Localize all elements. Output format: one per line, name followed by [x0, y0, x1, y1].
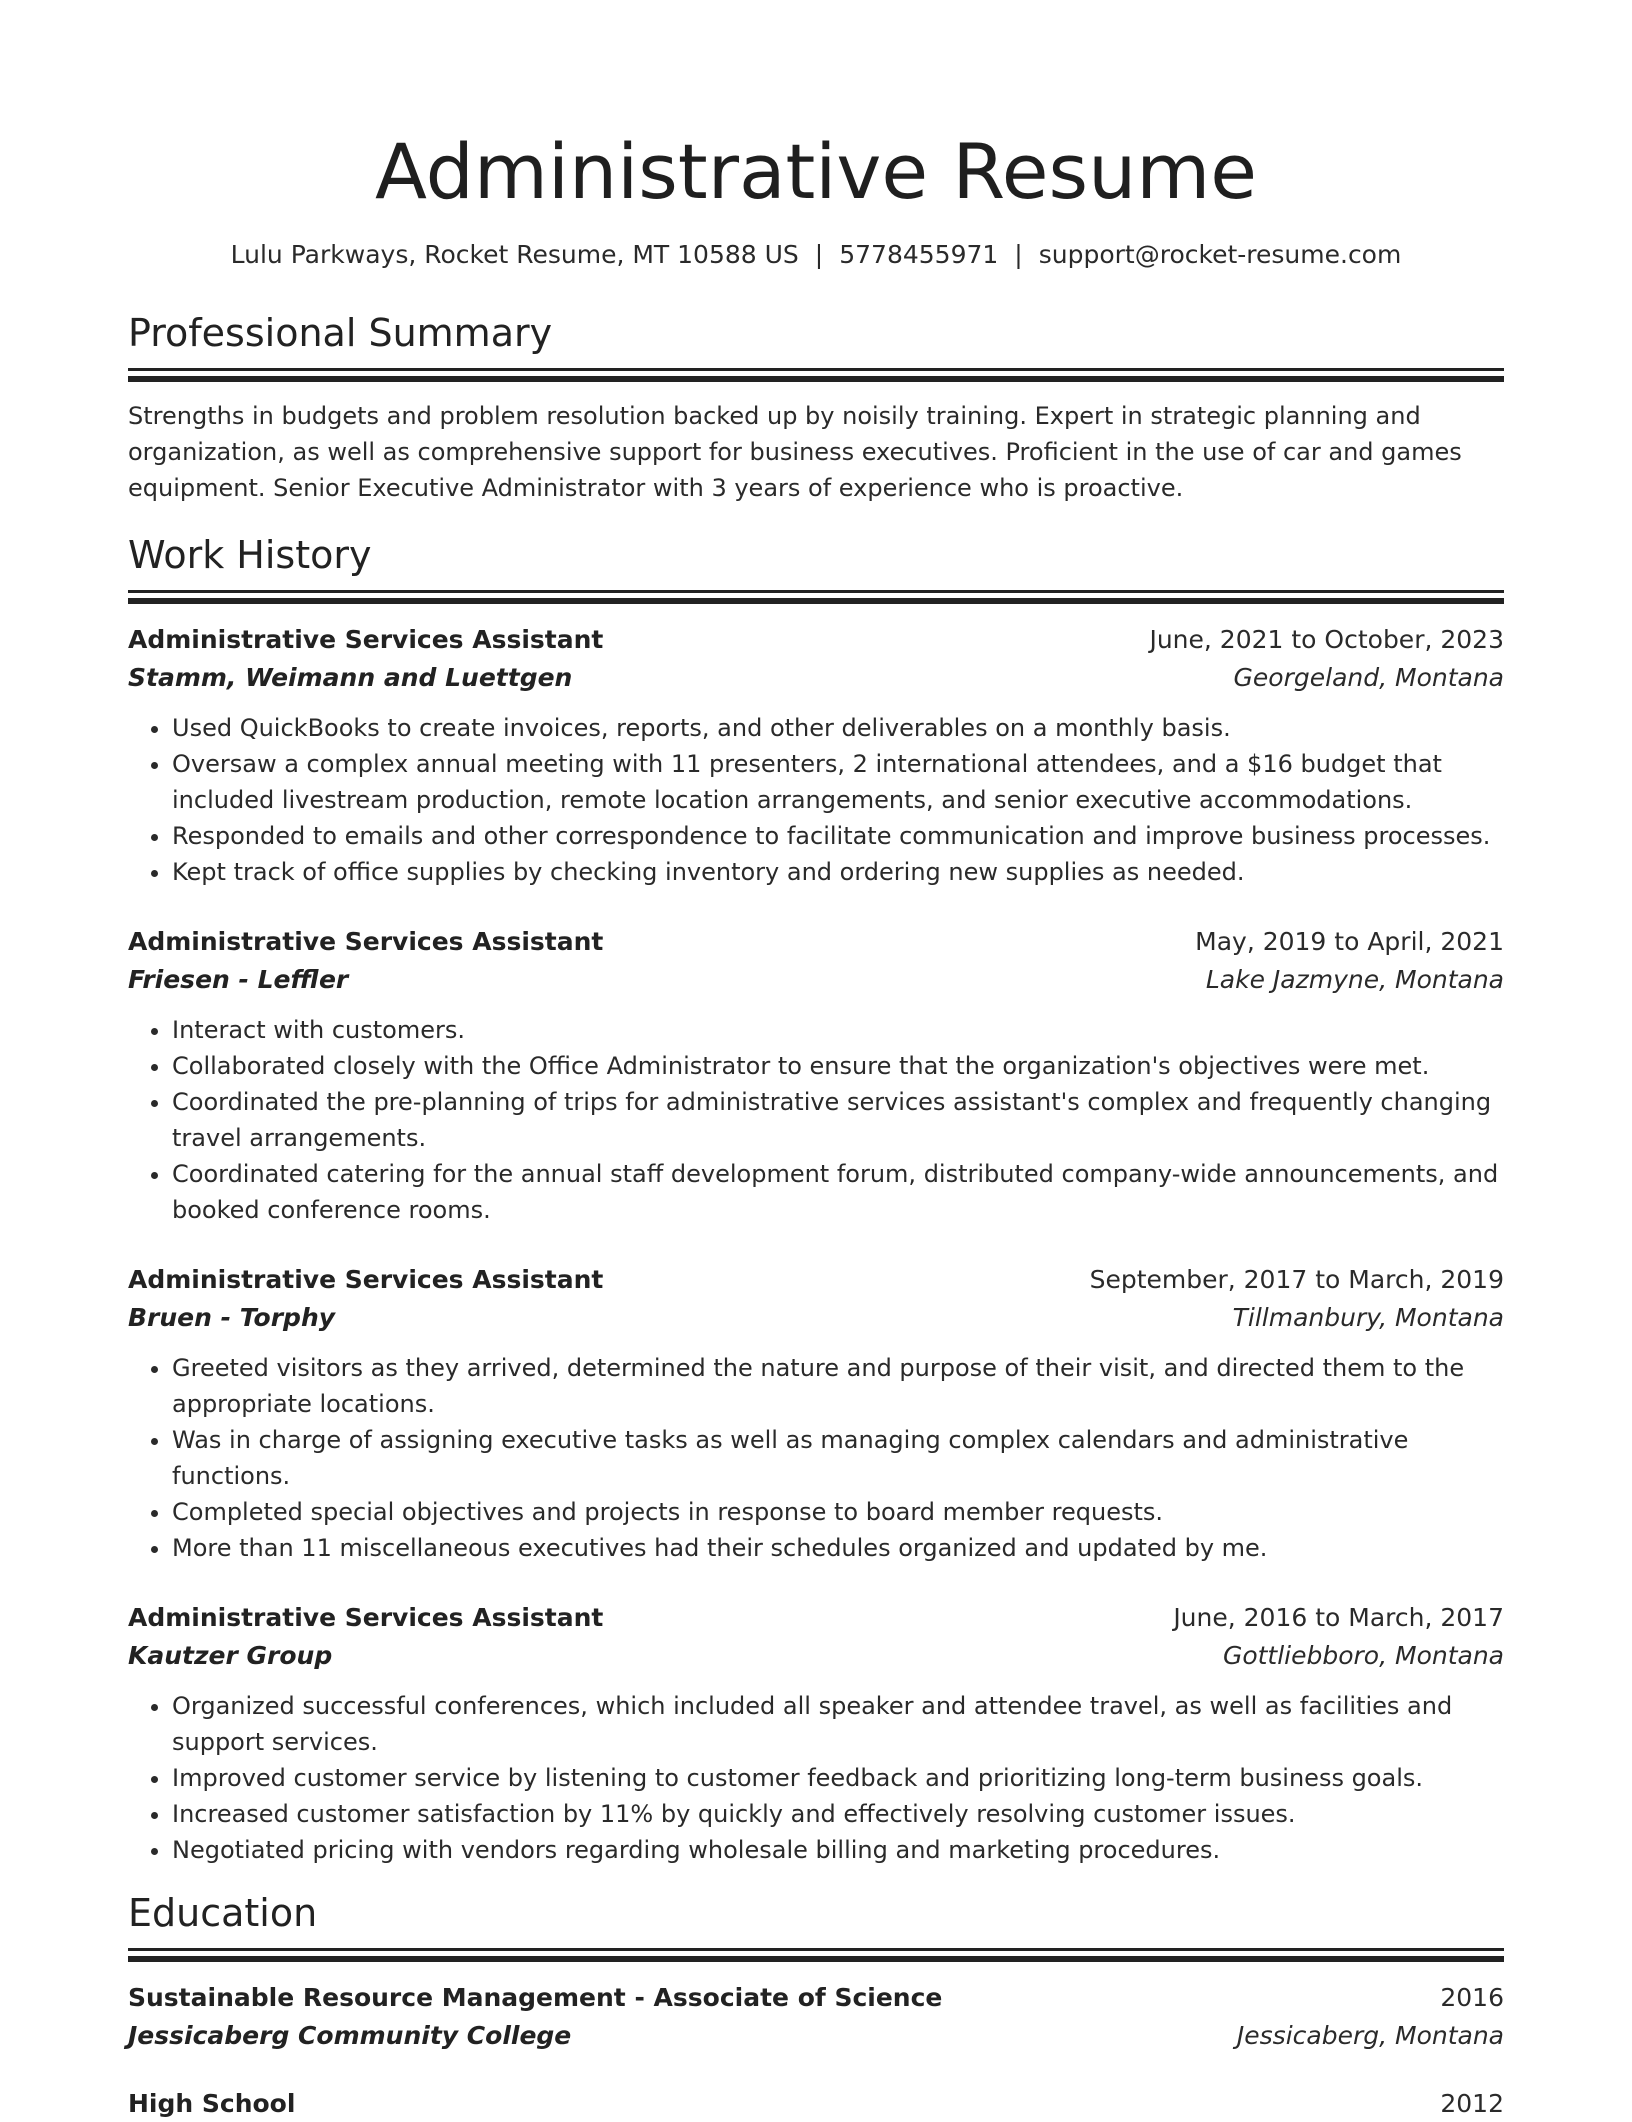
job-dates: June, 2016 to March, 2017 — [1173, 1603, 1504, 1632]
section-rule-thin — [128, 368, 1504, 371]
section-rule-thick — [128, 1956, 1504, 1962]
job-entry — [128, 622, 1504, 890]
job-dates: September, 2017 to March, 2019 — [1089, 1265, 1504, 1294]
job-bullet: • Organized successful conferences, which included all speaker and attendee travel, as well as facilities and support services. — [172, 1688, 1504, 1760]
job-dates: May, 2019 to April, 2021 — [1195, 927, 1504, 956]
job-bullet: • Collaborated closely with the Office Administrator to ensure that the organization's objectives were met. — [172, 1048, 1504, 1084]
contact-phone: 5778455971 — [839, 240, 999, 269]
job-role: Administrative Services Assistant — [128, 625, 604, 654]
education-entry — [128, 2086, 1504, 2122]
education-location: Jessicaberg, Montana — [1236, 2021, 1504, 2050]
resume-title: Administrative Resume — [374, 127, 1258, 216]
job-location: Georgeland, Montana — [1233, 663, 1504, 692]
job-bullet: • Negotiated pricing with vendors regarding wholesale billing and marketing procedures. — [172, 1832, 1504, 1868]
section-rule-thin — [128, 1948, 1504, 1951]
job-entry — [128, 1600, 1504, 1868]
job-company: Kautzer Group — [128, 1641, 333, 1670]
job-bullet: • Was in charge of assigning executive tasks as well as managing complex calendars and administrative functions. — [172, 1422, 1504, 1494]
contact-separator: | — [1014, 240, 1023, 269]
job-bullet: • Improved customer service by listening to customer feedback and prioritizing long-term business goals. — [172, 1760, 1504, 1796]
education-entry — [128, 1980, 1504, 2056]
job-role: Administrative Services Assistant — [128, 1265, 604, 1294]
job-bullets — [128, 1688, 1504, 1868]
contact-email: support@rocket-resume.com — [1038, 240, 1402, 269]
section-heading-education: Education — [128, 1891, 318, 1935]
job-role: Administrative Services Assistant — [128, 1603, 604, 1632]
job-bullets — [128, 1350, 1504, 1566]
job-bullets — [128, 1012, 1504, 1228]
education-degree: High School — [128, 2089, 296, 2118]
job-bullet: • More than 11 miscellaneous executives had their schedules organized and updated by me. — [172, 1530, 1504, 1566]
education-degree: Sustainable Resource Management - Associate of Science — [128, 1983, 943, 2012]
job-entry — [128, 1262, 1504, 1566]
job-company: Friesen - Leffler — [128, 965, 349, 994]
job-company: Bruen - Torphy — [128, 1303, 336, 1332]
job-company: Stamm, Weimann and Luettgen — [128, 663, 573, 692]
section-rule-thick — [128, 598, 1504, 604]
job-bullet: • Coordinated the pre-planning of trips for administrative services assistant's complex and frequently changing travel arrangements. — [172, 1084, 1504, 1156]
job-dates: June, 2021 to October, 2023 — [1149, 625, 1504, 654]
job-bullet: • Kept track of office supplies by checking inventory and ordering new supplies as needed. — [172, 854, 1504, 890]
job-bullet: • Increased customer satisfaction by 11% by quickly and effectively resolving customer issues. — [172, 1796, 1504, 1832]
job-bullets — [128, 710, 1504, 890]
contact-separator: | — [814, 240, 824, 269]
job-bullet: • Interact with customers. — [172, 1012, 1504, 1048]
job-entry — [128, 924, 1504, 1228]
contact-line — [128, 238, 1504, 272]
contact-address: Lulu Parkways, Rocket Resume, MT 10588 US — [230, 240, 799, 269]
summary-text: Strengths in budgets and problem resolution backed up by noisily training. Expert in strategic planning and organization, as well as comprehensive support for business executives. Proficient in the use of car and games equipment. Senior Executive Administrator with 3 years of experience who is proactive. — [128, 402, 1462, 502]
section-heading-summary: Professional Summary — [128, 311, 553, 355]
education-year: 2016 — [1440, 1983, 1504, 2012]
section-rule-thick — [128, 376, 1504, 382]
job-location: Gottliebboro, Montana — [1222, 1641, 1504, 1670]
job-bullet: • Greeted visitors as they arrived, determined the nature and purpose of their visit, and directed them to the appropriate locations. — [172, 1350, 1504, 1422]
education-year: 2012 — [1440, 2089, 1504, 2118]
job-bullet: • Coordinated catering for the annual staff development forum, distributed company-wide announcements, and booked conference rooms. — [172, 1156, 1504, 1228]
job-role: Administrative Services Assistant — [128, 927, 604, 956]
section-rule-thin — [128, 590, 1504, 593]
job-bullet: • Responded to emails and other correspondence to facilitate communication and improve business processes. — [172, 818, 1504, 854]
section-heading-work: Work History — [128, 533, 372, 577]
job-bullet: • Used QuickBooks to create invoices, reports, and other deliverables on a monthly basis. — [172, 710, 1504, 746]
job-location: Tillmanbury, Montana — [1232, 1303, 1504, 1332]
job-bullet: • Completed special objectives and projects in response to board member requests. — [172, 1494, 1504, 1530]
job-location: Lake Jazmyne, Montana — [1205, 965, 1504, 994]
education-school: Jessicaberg Community College — [128, 2021, 572, 2050]
job-bullet: • Oversaw a complex annual meeting with 11 presenters, 2 international attendees, and a $16 budget that included livestream production, remote location arrangements, and senior executive accommodations. — [172, 746, 1504, 818]
